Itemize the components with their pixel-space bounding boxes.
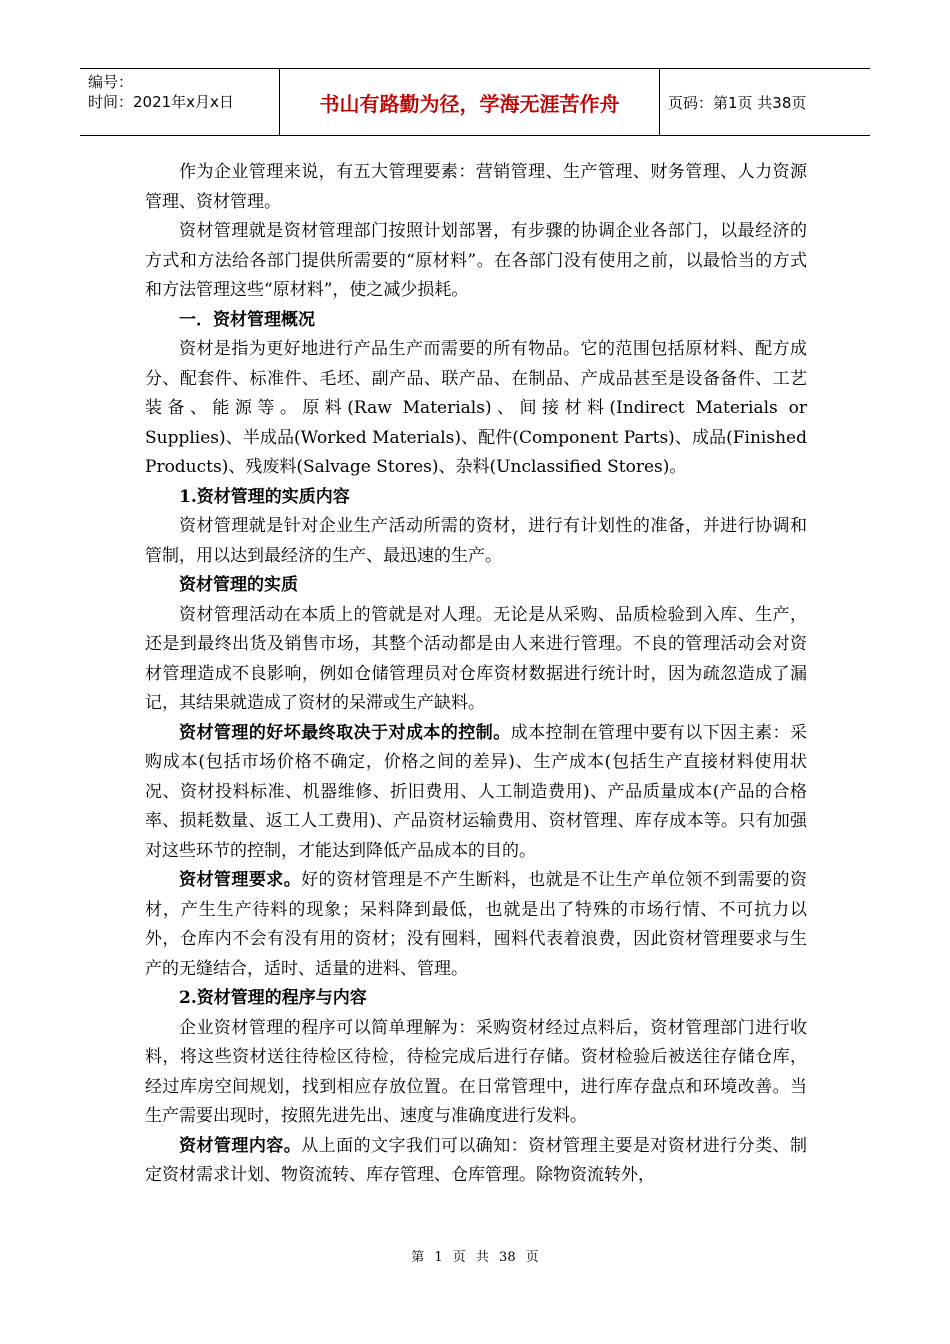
lead-in: 资材管理要求。 (179, 870, 302, 890)
paragraph: 资材管理就是针对企业生产活动所需的资材，进行有计划性的准备，并进行协调和管制，用以达到最经济的生产、最迅速的生产。 (145, 516, 807, 566)
paragraph (145, 1132, 807, 1191)
subsection-heading: 2.资材管理的程序与内容 (179, 988, 367, 1008)
document-body (145, 158, 807, 1191)
header-page-info: 页码：第1页 共38页 (668, 93, 807, 112)
lead-in: 资材管理内容。 (179, 1135, 302, 1156)
subsection-heading: 资材管理的实质 (179, 575, 298, 595)
paragraph-text: 成本控制在管理中要有以下因主素：采购成本(包括市场价格不确定，价格之间的差异)、生产成本(包括生产直接材料使用状况、资材投料标准、机器维修、折旧费用、人工制造费用)、产品质量成本(产品的合格率、损耗数量、返工人工费用)、产品资材运输费用、资材管理、库存成本等。只有加强对这些环节的控制，才能达到降低产品成本的目的。 (145, 722, 808, 861)
subsection-heading: 1.资材管理的实质内容 (179, 486, 350, 507)
paragraph-text: 好的资材管理是不产生断料，也就是不让生产单位领不到需要的资材，产生生产待料的现象；呆料降到最低，也就是出了特殊的市场行情、不可抗力以外，仓库内不会有没有用的资材；没有囤料，囤料代表着浪费，因此资材管理要求与生产的无缝结合，适时、适量的进料、管理。 (145, 870, 808, 979)
paragraph (145, 866, 807, 984)
paragraph: 作为企业管理来说，有五大管理要素：营销管理、生产管理、财务管理、人力资源管理、资材管理。 (145, 162, 807, 212)
paragraph (145, 719, 807, 867)
paragraph: 企业资材管理的程序可以简单理解为：采购资材经过点料后，资材管理部门进行收料，将这些资材送往待检区待检，待检完成后进行存储。资材检验后被送往存储仓库，经过库房空间规划，找到相应存放位置。在日常管理中，进行库存盘点和环境改善。当生产需要出现时，按照先进先出、速度与准确度进行发料。 (145, 1017, 807, 1126)
section-heading: 一．资材管理概况 (179, 309, 315, 330)
page-footer: 第 1 页 共 38 页 (411, 1250, 539, 1265)
page-header (80, 68, 870, 136)
lead-in: 资材管理的好坏最终取决于对成本的控制。 (179, 722, 511, 743)
paragraph: 资材管理活动在本质上的管就是对人理。无论是从采购、品质检验到入库、生产，还是到最终出货及销售市场，其整个活动都是由人来进行管理。不良的管理活动会对资材管理造成不良影响，例如仓储管理员对仓库资材数据进行统计时，因为疏忽造成了漏记，其结果就造成了资材的呆滞或生产缺料。 (145, 604, 807, 713)
paragraph: 资材是指为更好地进行产品生产而需要的所有物品。它的范围包括原材料、配方成分、配套件、标准件、毛坯、副产品、联产品、在制品、产成品甚至是设备备件、工艺装备、能源等。原料(Raw Materials)、间接材料(Indirect Materials or Supplies)、半成品(Worked Materials)、配件(Component Parts)、成品(Finished Products)、残废料(Salvage Stores)、杂料(Unclassified Stores)。 (145, 339, 807, 477)
header-meta (80, 69, 280, 135)
document-number: 编号： (88, 73, 134, 91)
header-motto: 书山有路勤为径，学海无涯苦作舟 (280, 69, 660, 135)
paragraph-text: 从上面的文字我们可以确知：资材管理主要是对资材进行分类、制定资材需求计划、物资流转、库存管理、仓库管理。除物资流转外， (145, 1135, 808, 1185)
paragraph: 资材管理就是资材管理部门按照计划部署，有步骤的协调企业各部门，以最经济的方式和方法给各部门提供所需要的“原材料”。在各部门没有使用之前，以最恰当的方式和方法管理这些“原材料”，使之减少损耗。 (145, 221, 807, 300)
document-date: 时间：2021年x月x日 (88, 93, 234, 111)
